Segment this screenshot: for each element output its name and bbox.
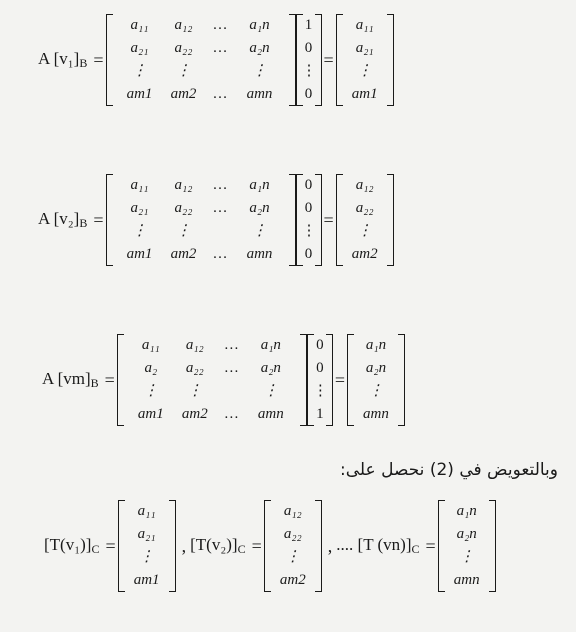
equation-1 [38, 14, 394, 106]
matrix-entry: ⋮ [301, 63, 317, 79]
matrix-entry: ⋮ [143, 383, 159, 399]
matrix-entry: a₁₁ [141, 337, 160, 353]
matrix-entries [264, 500, 322, 592]
matrix-entry: a₁n [365, 337, 387, 353]
matrix-entry: 0 [304, 200, 313, 216]
matrix-entry: a₂₂ [174, 200, 193, 216]
equals-sign: = [425, 535, 436, 556]
matrix-entry: a₂ [144, 360, 158, 376]
matrix-entry: a₂n [260, 360, 281, 376]
matrix-entry: am2 [170, 86, 197, 102]
result-vector [347, 334, 405, 426]
t-v2-label: $[T(v_2)]_C$ [190, 535, 246, 556]
matrix-entry: ⋮ [132, 63, 148, 79]
matrix-entry: 0 [304, 40, 313, 56]
matrix-entry [217, 380, 247, 403]
matrix-entry: amn [257, 406, 284, 422]
matrix-entry: … [212, 246, 229, 262]
matrix-entry: 0 [316, 337, 324, 353]
matrix-entry: ⋮ [176, 63, 192, 79]
equals-sign: = [334, 369, 345, 390]
coefficient-matrix [106, 174, 296, 266]
matrix-entry: a₂n [249, 200, 270, 216]
matrix-entry: a₁₁ [130, 17, 149, 33]
matrix-entry: 1 [304, 17, 313, 33]
matrix-entry: ⋮ [252, 223, 268, 239]
matrix-entry: … [212, 177, 229, 193]
matrix-entry: ⋮ [301, 223, 317, 239]
comma: , [181, 535, 187, 556]
matrix-entries [118, 500, 176, 592]
matrix-entry: 0 [304, 177, 313, 193]
t-v1-vector [118, 500, 176, 592]
matrix-entry: a₂₁ [130, 40, 149, 56]
matrix-entry: am1 [351, 86, 378, 102]
equation-2 [38, 174, 394, 266]
matrix-entry: a₁₂ [185, 337, 204, 353]
matrix-entries [336, 174, 394, 266]
matrix-entry: a₂₁ [130, 200, 149, 216]
equals-sign: = [323, 209, 334, 230]
matrix-entries [106, 174, 296, 266]
matrix-entry: … [212, 200, 229, 216]
matrix-entries [296, 14, 322, 106]
matrix-entry: ⋮ [312, 383, 328, 399]
equation-2-lhs: A $[v_2]_B$ [38, 209, 88, 230]
matrix-entry: ⋮ [357, 63, 373, 79]
matrix-entry: a₂₂ [174, 40, 193, 56]
matrix-entry: amn [246, 246, 273, 262]
matrix-entry: amn [453, 572, 480, 588]
matrix-entry: 0 [316, 360, 324, 376]
matrix-entry: ⋮ [187, 383, 203, 399]
t-vn-label: .... [T $(vn)]_C$ [336, 535, 420, 556]
t-v1-label: $[T(v_1)]_C$ [44, 535, 100, 556]
equals-sign: = [93, 209, 104, 230]
matrix-entry: ⋮ [263, 383, 279, 399]
matrix-entry: ⋮ [252, 63, 268, 79]
matrix-entry: ⋮ [368, 383, 384, 399]
matrix-entry: 0 [304, 86, 313, 102]
matrix-entries [117, 334, 307, 426]
arabic-substitution-text: وبالتعويض في (2) نحصل على: [340, 460, 558, 480]
equals-sign: = [104, 369, 115, 390]
matrix-entry: am2 [351, 246, 378, 262]
matrix-entry: a₂₁ [137, 526, 156, 542]
matrix-entry: a₁n [249, 17, 270, 33]
matrix-entry: a₂n [249, 40, 270, 56]
matrix-entry: ⋮ [459, 549, 475, 565]
equation-3-lhs: A $[vm]_B$ [42, 369, 99, 390]
coefficient-matrix [117, 334, 307, 426]
basis-vector [296, 174, 322, 266]
result-equations-row [44, 500, 496, 592]
matrix-entry [206, 60, 236, 83]
matrix-entry [206, 220, 236, 243]
matrix-entry: amn [246, 86, 273, 102]
matrix-entry: a₁n [456, 503, 477, 519]
matrix-entry: a₂₂ [355, 200, 374, 216]
matrix-entry: a₂₂ [185, 360, 204, 376]
matrix-entry: ⋮ [285, 549, 301, 565]
coefficient-matrix [106, 14, 296, 106]
matrix-entry: … [223, 337, 240, 353]
comma: , [327, 535, 333, 556]
matrix-entry: a₂₂ [283, 526, 302, 542]
matrix-entry: a₂n [456, 526, 477, 542]
matrix-entry: a₁₂ [283, 503, 302, 519]
equals-sign: = [105, 535, 116, 556]
equals-sign: = [323, 49, 334, 70]
matrix-entry: am1 [126, 246, 153, 262]
matrix-entries [106, 14, 296, 106]
matrix-entry: a₂₁ [355, 40, 374, 56]
matrix-entry: a₁n [249, 177, 270, 193]
matrix-entry: … [223, 360, 240, 376]
matrix-entry: am2 [170, 246, 197, 262]
matrix-entry: 1 [316, 406, 324, 422]
equation-3 [42, 334, 405, 426]
matrix-entry: a₁₂ [174, 177, 193, 193]
result-vector [336, 174, 394, 266]
matrix-entry: am1 [126, 86, 153, 102]
matrix-entry: a₁₂ [355, 177, 374, 193]
matrix-entries [296, 174, 322, 266]
basis-vector [296, 14, 322, 106]
matrix-entries [307, 334, 333, 426]
basis-subscript: C [91, 542, 100, 556]
matrix-entry: a₁₂ [174, 17, 193, 33]
matrix-entry: ⋮ [176, 223, 192, 239]
matrix-entry: am1 [133, 572, 160, 588]
matrix-entry: amn [363, 406, 389, 422]
matrix-entry: am1 [137, 406, 164, 422]
matrix-entry: a₁₁ [137, 503, 156, 519]
matrix-entry: … [223, 406, 240, 422]
t-v2-vector [264, 500, 322, 592]
matrix-entries [336, 14, 394, 106]
basis-subscript: C [237, 542, 246, 556]
matrix-entry: … [212, 17, 229, 33]
matrix-entry: a₁₁ [355, 17, 374, 33]
basis-subscript: B [79, 56, 88, 70]
basis-subscript: B [90, 376, 99, 390]
matrix-entry: ⋮ [132, 223, 148, 239]
matrix-entry: ⋮ [139, 549, 155, 565]
matrix-entry: am2 [279, 572, 306, 588]
matrix-entry: a₁₁ [130, 177, 149, 193]
matrix-entry: … [212, 40, 229, 56]
matrix-entry: a₁n [260, 337, 281, 353]
matrix-entries [347, 334, 405, 426]
matrix-entry: ⋮ [357, 223, 373, 239]
matrix-entry: … [212, 86, 229, 102]
equation-1-lhs: A $[v_1]_B$ [38, 49, 88, 70]
basis-vector [307, 334, 333, 426]
equals-sign: = [93, 49, 104, 70]
matrix-entry: am2 [181, 406, 208, 422]
basis-subscript: B [79, 216, 88, 230]
matrix-entry: 0 [304, 246, 313, 262]
t-vn-vector [438, 500, 496, 592]
matrix-entry: a₂n [365, 360, 387, 376]
equals-sign: = [251, 535, 262, 556]
basis-subscript: C [411, 542, 420, 556]
result-vector [336, 14, 394, 106]
matrix-entries [438, 500, 496, 592]
